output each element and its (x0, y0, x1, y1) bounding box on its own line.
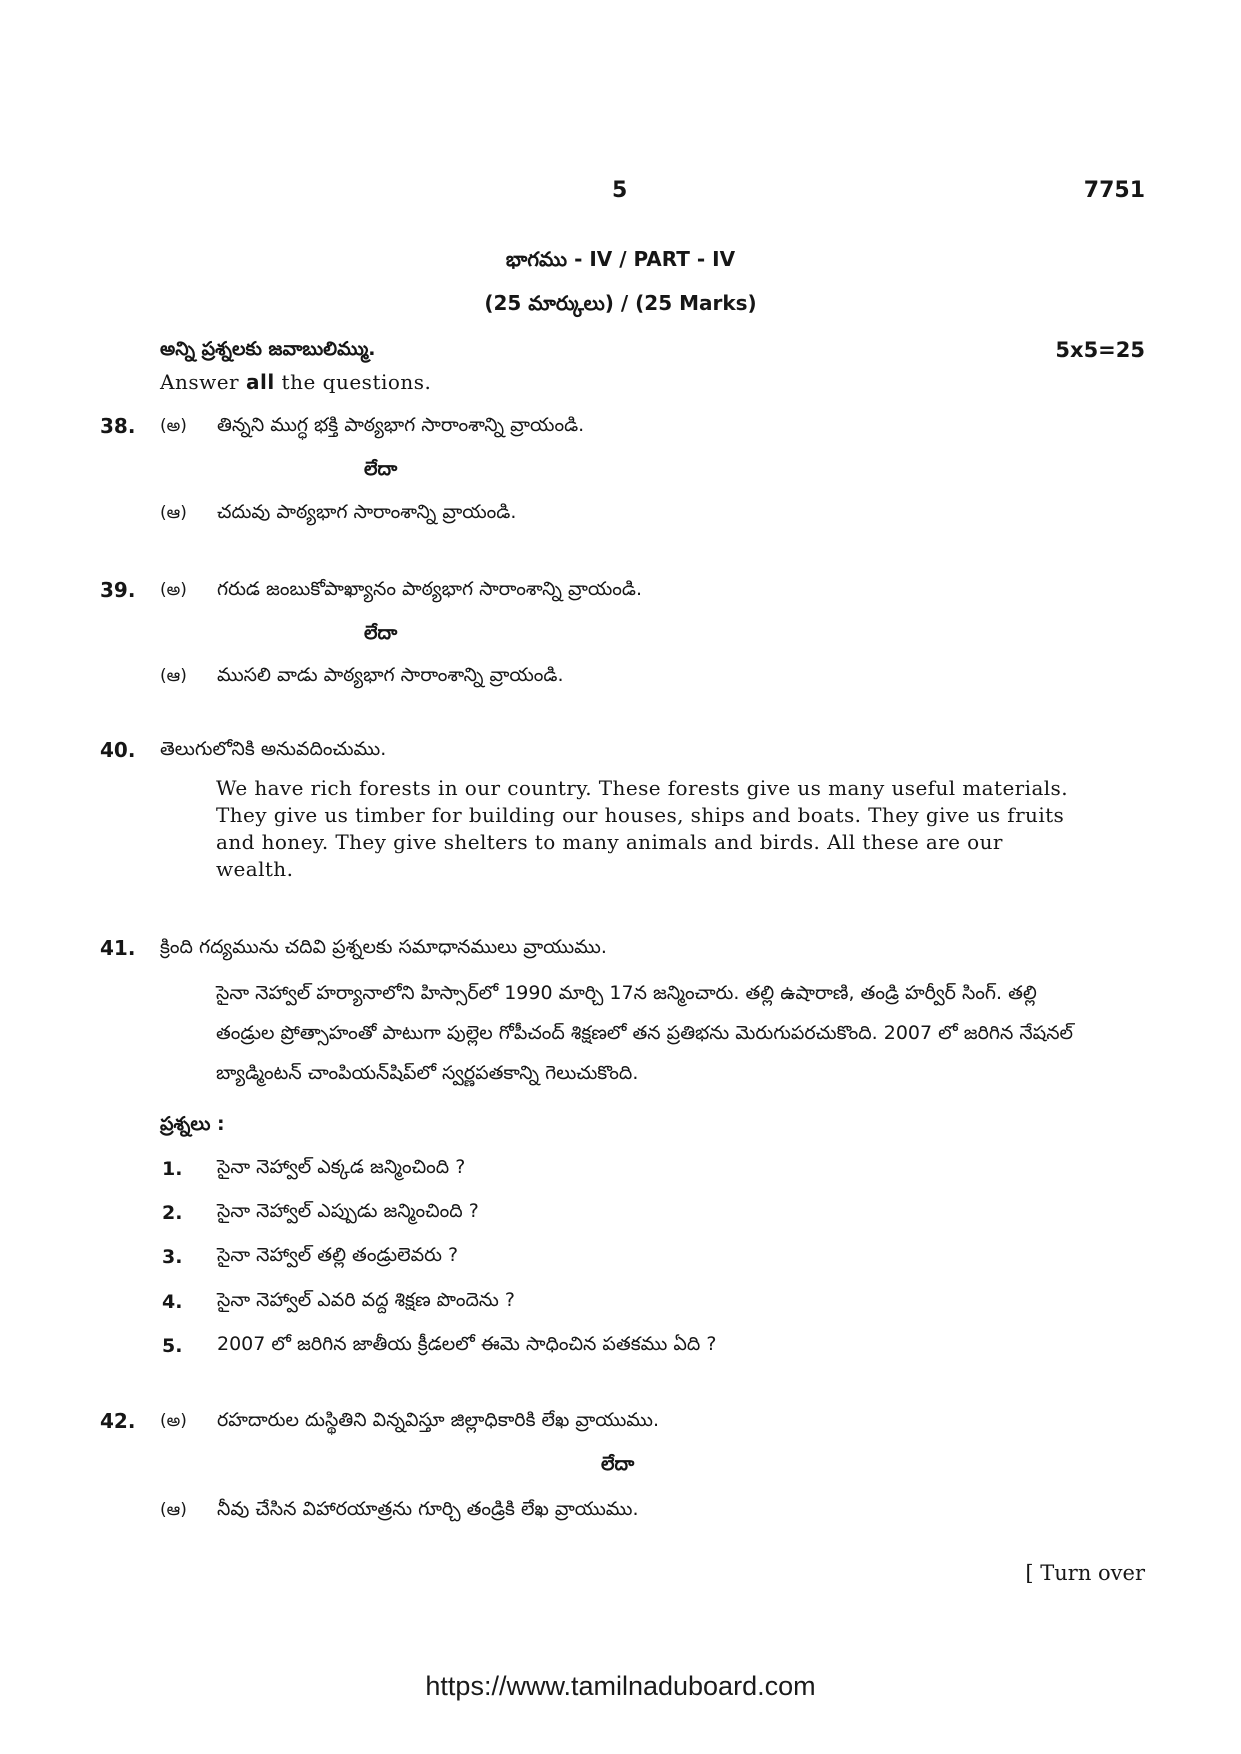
question-38-option-b-label: (ఆ) (160, 503, 187, 523)
turn-over-note: [ Turn over (1025, 1561, 1145, 1585)
subquestion-3-number: 3. (162, 1246, 183, 1268)
question-39-option-a-label: (అ) (160, 580, 187, 600)
part-title: భాగము - IV / PART - IV (505, 247, 736, 271)
question-39-number: 39. (100, 578, 136, 602)
question-42-option-a: రహదారుల దుస్థితిని విన్నవిస్తూ జిల్లాధికారికి లేఖ వ్రాయుము. (217, 1409, 660, 1431)
translation-passage (160, 775, 1085, 883)
source-url[interactable]: https://www.tamilnaduboard.com (425, 1671, 816, 1701)
subquestion-2-number: 2. (162, 1202, 183, 1224)
question-42-option-a-label: (అ) (160, 1411, 187, 1431)
questions-label: ప్రశ్నలు : (160, 1113, 225, 1135)
subquestion-1: సైనా నెహ్వాల్ ఎక్కడ జన్మించింది ? (217, 1156, 466, 1178)
question-38-option-b: చదువు పాఠ్యభాగ సారాంశాన్ని వ్రాయండి. (217, 501, 517, 523)
instruction-telugu: అన్ని ప్రశ్నలకు జవాబులిమ్ము. (160, 338, 376, 360)
question-38-option-a-label: (అ) (160, 416, 187, 436)
question-42-option-b: నీవు చేసిన విహారయాత్రను గూర్చి తండ్రికి లేఖ వ్రాయుము. (217, 1498, 639, 1520)
question-41-instruction: క్రింది గద్యమును చదివి ప్రశ్నలకు సమాధానములు వ్రాయుము. (160, 936, 607, 958)
instruction-english (160, 370, 431, 394)
question-40-number: 40. (100, 738, 136, 762)
subquestion-4: సైనా నెహ్వాల్ ఎవరి వద్ద శిక్షణ పొందెను ? (217, 1289, 515, 1311)
subquestion-5-number: 5. (162, 1335, 183, 1357)
subquestion-4-number: 4. (162, 1291, 183, 1313)
score-scheme: 5x5=25 (1055, 338, 1145, 362)
instruction-english-pre: Answer (160, 370, 246, 394)
question-40-instruction: తెలుగులోనికి అనువదించుము. (160, 738, 387, 760)
question-39-option-a: గరుడ జంబుకోపాఖ్యానం పాఠ్యభాగ సారాంశాన్ని వ్రాయండి. (217, 578, 643, 600)
subquestion-2: సైనా నెహ్వాల్ ఎప్పుడు జన్మించింది ? (217, 1200, 479, 1222)
comprehension-paragraph-text: సైనా నెహ్వాల్ హర్యానాలోని హిస్సార్‌లో 1990 మార్చి 17న జన్మించారు. తల్లి ఉషారాణి, తండ్రి హర్వీర్ సింగ్. తల్లి తండ్రుల ప్రోత్సాహంతో పాటుగా పుల్లెల గోపీచంద్ శిక్షణలో తన ప్రతిభను మెరుగుపరచుకొంది. 2007 లో జరిగిన నేషనల్ బ్యాడ్మింటన్ చాంపియన్‌షిప్‌లో స్వర్ణపతకాన్ని గెలుచుకొంది. (216, 982, 1074, 1084)
question-38-or: లేదా (364, 458, 398, 480)
page-number: 5 (612, 178, 628, 203)
question-42-number: 42. (100, 1409, 136, 1433)
question-42-or: లేదా (601, 1453, 635, 1475)
subquestion-3: సైనా నెహ్వాల్ తల్లి తండ్రులెవరు ? (217, 1244, 459, 1266)
question-41-number: 41. (100, 936, 136, 960)
question-38-number: 38. (100, 414, 136, 438)
question-42-option-b-label: (ఆ) (160, 1500, 187, 1520)
subquestion-1-number: 1. (162, 1158, 183, 1180)
comprehension-paragraph (160, 973, 1085, 1093)
translation-passage-text: We have rich forests in our country. These forests give us many useful materials. They give us timber for building our houses, ships and boats. They give us fruits and honey. They give shelters to many animals and birds. All these are our wealth. (216, 776, 1068, 881)
question-38-option-a: తిన్నని ముగ్ధ భక్తి పాఠ్యభాగ సారాంశాన్ని వ్రాయండి. (217, 414, 585, 436)
instruction-english-post: the questions. (274, 370, 432, 394)
subquestion-5: 2007 లో జరిగిన జాతీయ క్రీడలలో ఈమె సాధించిన పతకము ఏది ? (217, 1333, 717, 1355)
question-39-option-b: ముసలి వాడు పాఠ్యభాగ సారాంశాన్ని వ్రాయండి. (217, 664, 564, 686)
instruction-english-bold: all (245, 370, 275, 394)
paper-code: 7751 (1083, 178, 1145, 203)
question-39-option-b-label: (ఆ) (160, 666, 187, 686)
marks-title: (25 మార్కులు) / (25 Marks) (484, 291, 757, 315)
question-39-or: లేదా (364, 622, 398, 644)
